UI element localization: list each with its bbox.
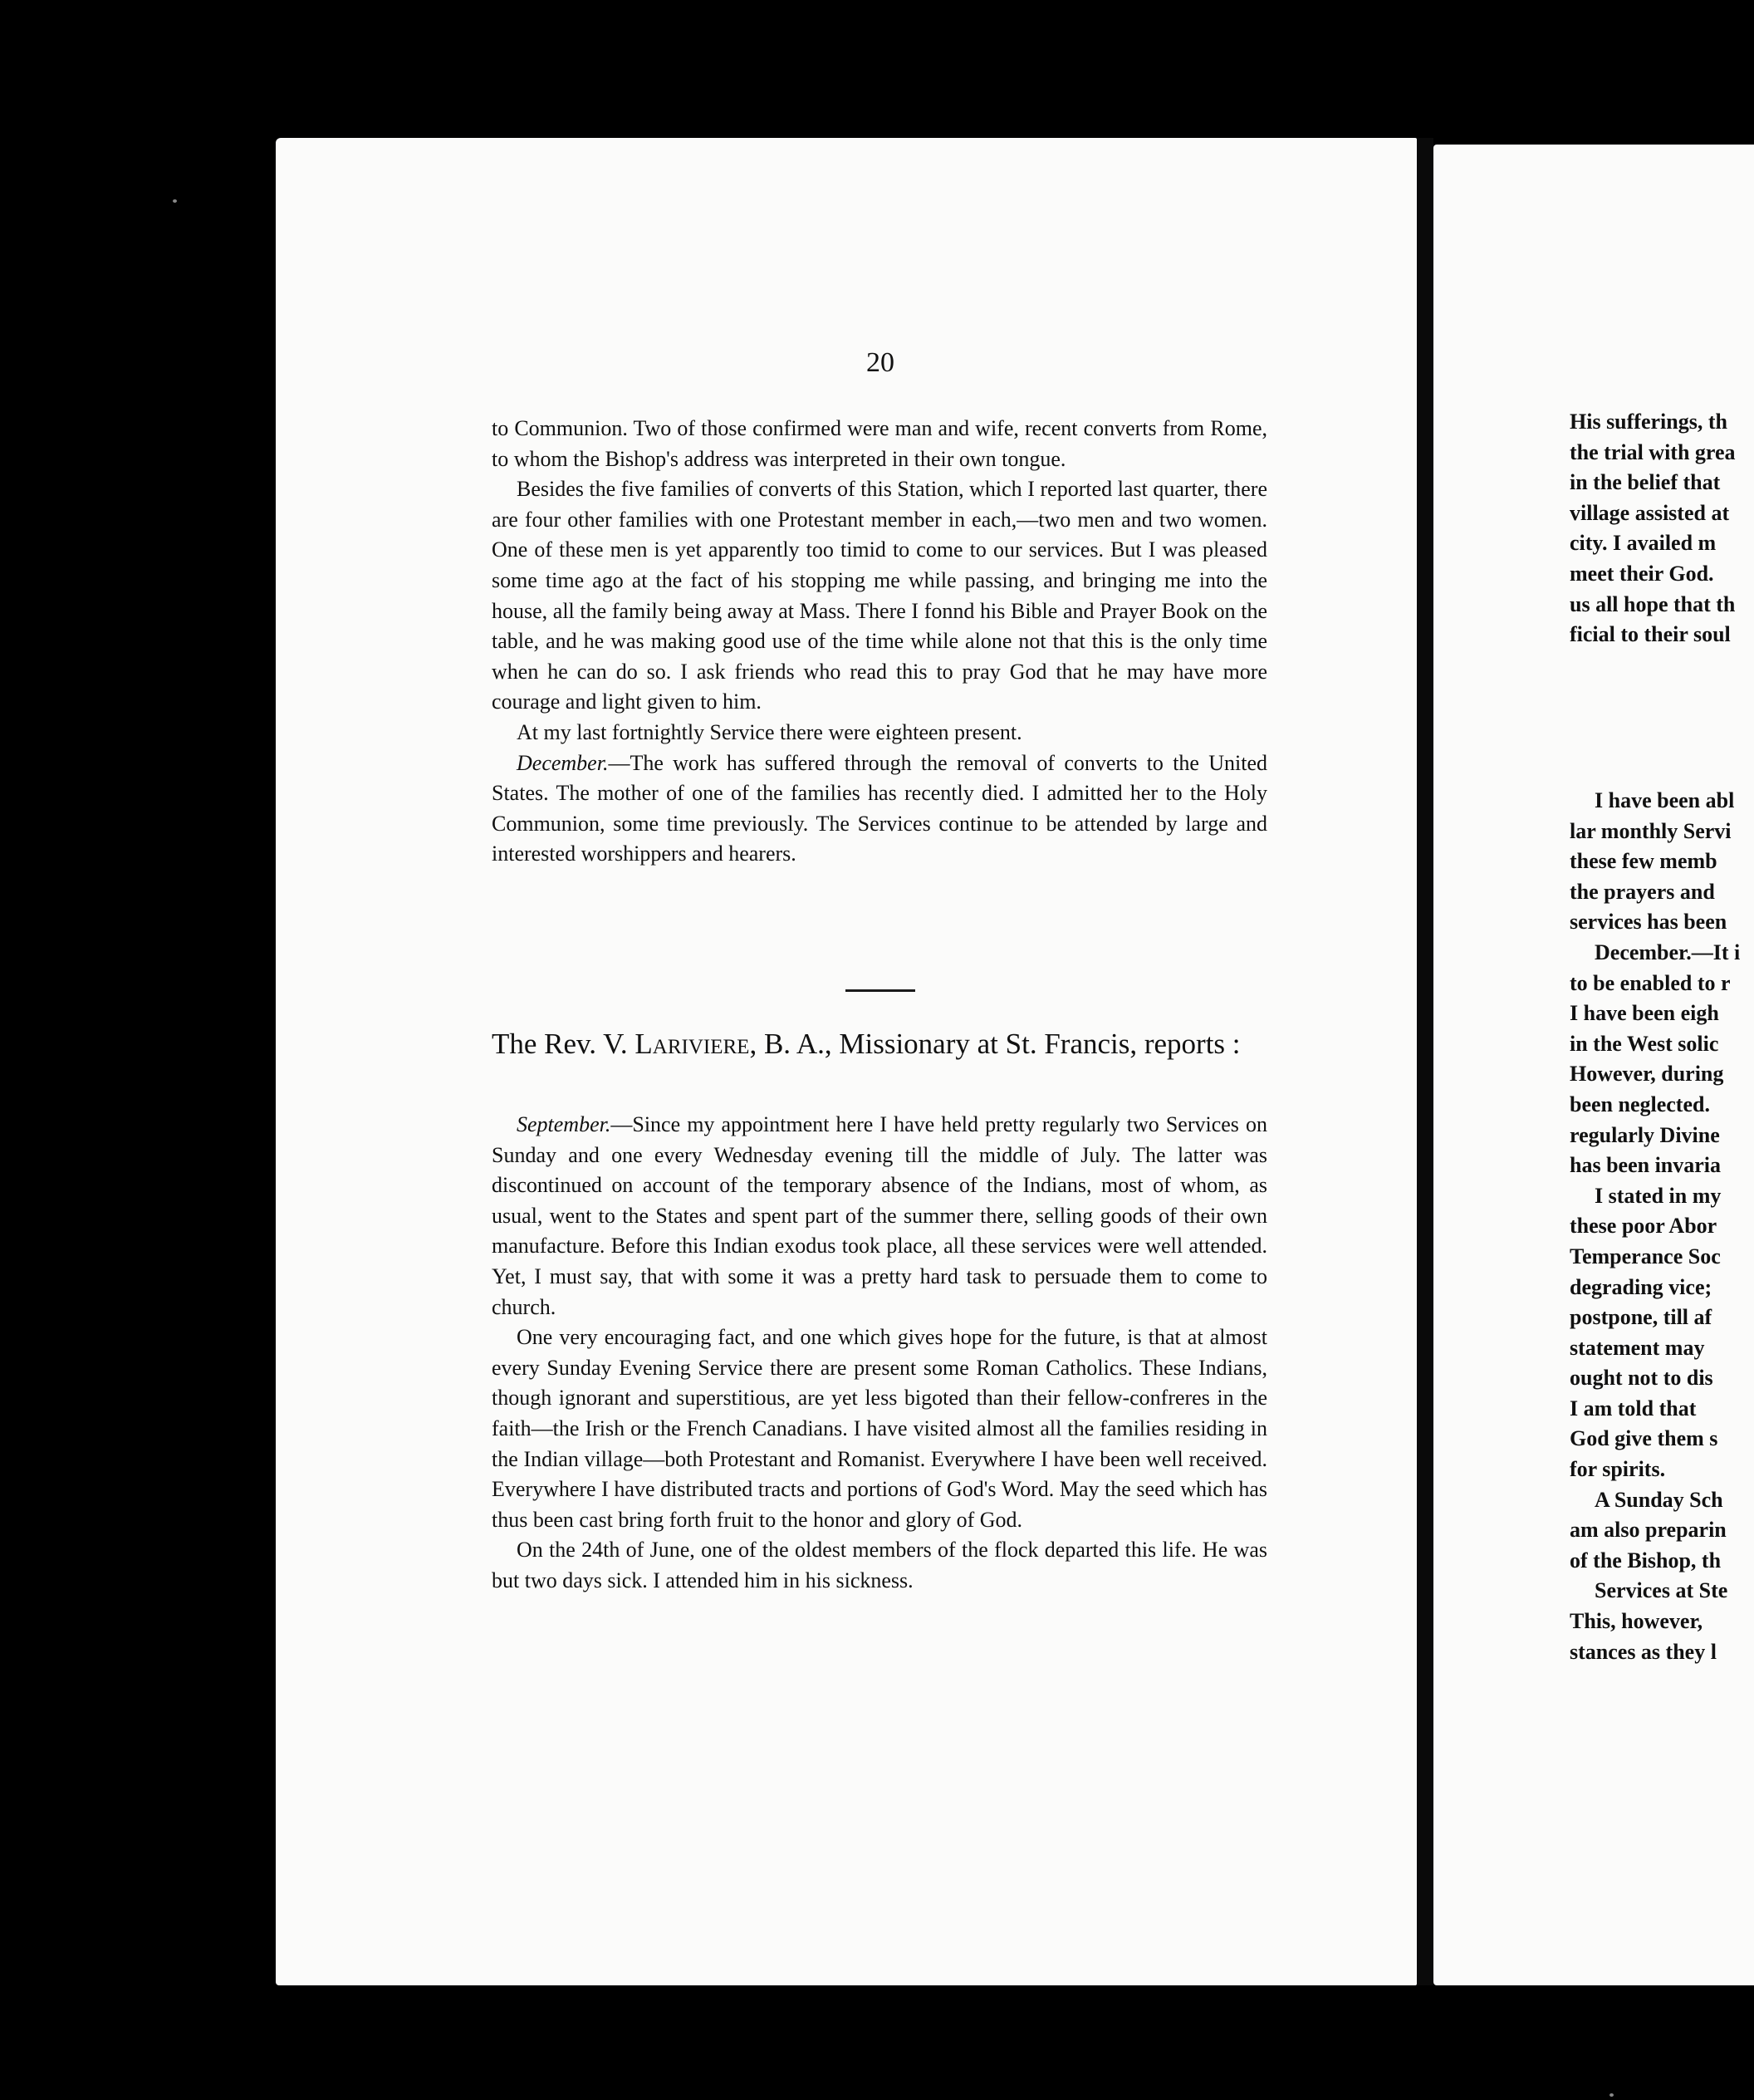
right-line: these few memb [1570,849,1717,874]
right-line: However, during [1570,1062,1724,1087]
paragraph-december [492,748,1267,870]
paragraph: Besides the five families of converts of this Station, which I reported last quarter, there are four other families with one Protestant member in each,—two men and two women. One of these men is yet apparently too timid to come to our services. But I was pleased some time ago at the fact of his stopping me while passing, and bringing me into the house, all the family being away at Mass. There I fonnd his Bible and Prayer Book on the table, and he was making good use of the time while alone not that this is the only time when he can do so. I ask friends who read this to pray God that he may have more courage and light given to him. [492,477,1267,714]
december-text: —The work has suffered through the removal of converts to the United States. The mother of one of the families has recently died. I admitted her to the Holy Communion, some time previously. The Services continue to be attended by large and interested worshippers and hearers. [492,750,1267,866]
right-line: of the Bishop, th [1570,1548,1722,1573]
right-line: God give them s [1570,1426,1718,1451]
scan-speck [173,199,177,203]
heading-prefix: The Rev. V. [492,1028,635,1060]
right-line: has been invaria [1570,1153,1722,1178]
right-line: services has been [1570,910,1727,935]
right-line: I stated in my [1595,1183,1722,1208]
right-line: the trial with grea [1570,439,1736,464]
text-block-top [492,414,1267,870]
paragraph-september [492,1110,1267,1322]
right-line: in the West solic [1570,1031,1719,1056]
paragraph: to Communion. Two of those confirmed were man and wife, recent converts from Rome, to whom the Bishop's address was interpreted in their own tongue. [492,416,1267,471]
right-line: for spirits. [1570,1457,1666,1482]
right-line: I am told that [1570,1396,1697,1420]
right-line: village assisted at [1570,500,1730,525]
right-line: these poor Abor [1570,1214,1717,1239]
right-line: postpone, till af [1570,1305,1712,1330]
right-line: degrading vice; [1570,1274,1712,1299]
right-line: statement may [1570,1335,1705,1360]
right-line: stances as they l [1570,1639,1717,1664]
page-number: 20 [866,347,894,378]
paragraph: At my last fortnightly Service there were eighteen present. [517,719,1022,744]
right-line: ought not to dis [1570,1366,1713,1391]
right-line: His sufferings, th [1570,410,1727,434]
right-line: the prayers and [1570,879,1715,904]
september-text: —Since my appointment here I have held pretty regularly two Services on Sunday and one every Wednesday evening till the middle of July. The latter was discontinued on account of the temporary absence of the Indians, most of whom, as usual, went to the States and spent part of the summer there, selling goods of their own manufacture. Before this Indian exodus took place, all these services were well attended. Yet, I must say, that with some it was a pretty hard task to persuade them to come to church. [492,1112,1267,1319]
right-line: I have been abl [1595,788,1735,812]
right-line: in the belief that [1570,470,1721,495]
right-line: been neglected. [1570,1092,1710,1116]
scan-speck [1609,2093,1614,2097]
right-line: us all hope that th [1570,591,1736,616]
heading-name: Lariviere [634,1028,750,1060]
text-block-bottom [492,1110,1267,1597]
right-line: meet their God. [1570,561,1714,586]
right-line: ficial to their soul [1570,622,1731,647]
paragraph: One very encouraging fact, and one which gives hope for the future, is that at almost every Sunday Evening Service there are present some Roman Catholics. These Indians, though ignorant and superstitious, are yet less bigoted than their fellow-confreres in the faith—the Irish or the French Canadians. I have visited almost all the families residing in the Indian village—both Protestant and Romanist. Everywhere I have been well received. Everywhere I have distributed tracts and portions of God's Word. May the seed which has thus been cast bring forth fruit to the honor and glory of God. [492,1325,1267,1532]
right-line: Temperance Soc [1570,1244,1721,1268]
right-line: city. I availed m [1570,531,1717,556]
right-line: am also preparin [1570,1518,1727,1543]
right-text-top [1570,407,1754,650]
right-line: lar monthly Servi [1570,818,1732,843]
book-gutter [1417,138,1433,1985]
right-line: regularly Divine [1570,1122,1720,1147]
heading-suffix: , B. A., Missionary at St. Francis, reports : [749,1028,1241,1060]
right-line: December.—It i [1595,940,1741,964]
right-line: I have been eigh [1570,1001,1719,1026]
section-divider [845,989,915,992]
december-lead: December. [517,750,609,775]
right-line: A Sunday Sch [1595,1487,1723,1512]
paragraph: On the 24th of June, one of the oldest members of the flock departed this life. He was but two days sick. I attended him in his sickness. [492,1538,1267,1592]
right-text-bottom [1570,786,1754,1667]
right-line: This, however, [1570,1609,1703,1634]
right-line: Services at Ste [1595,1578,1728,1603]
section-heading [492,1025,1267,1063]
september-lead: September. [517,1112,611,1136]
right-line: to be enabled to r [1570,970,1731,995]
